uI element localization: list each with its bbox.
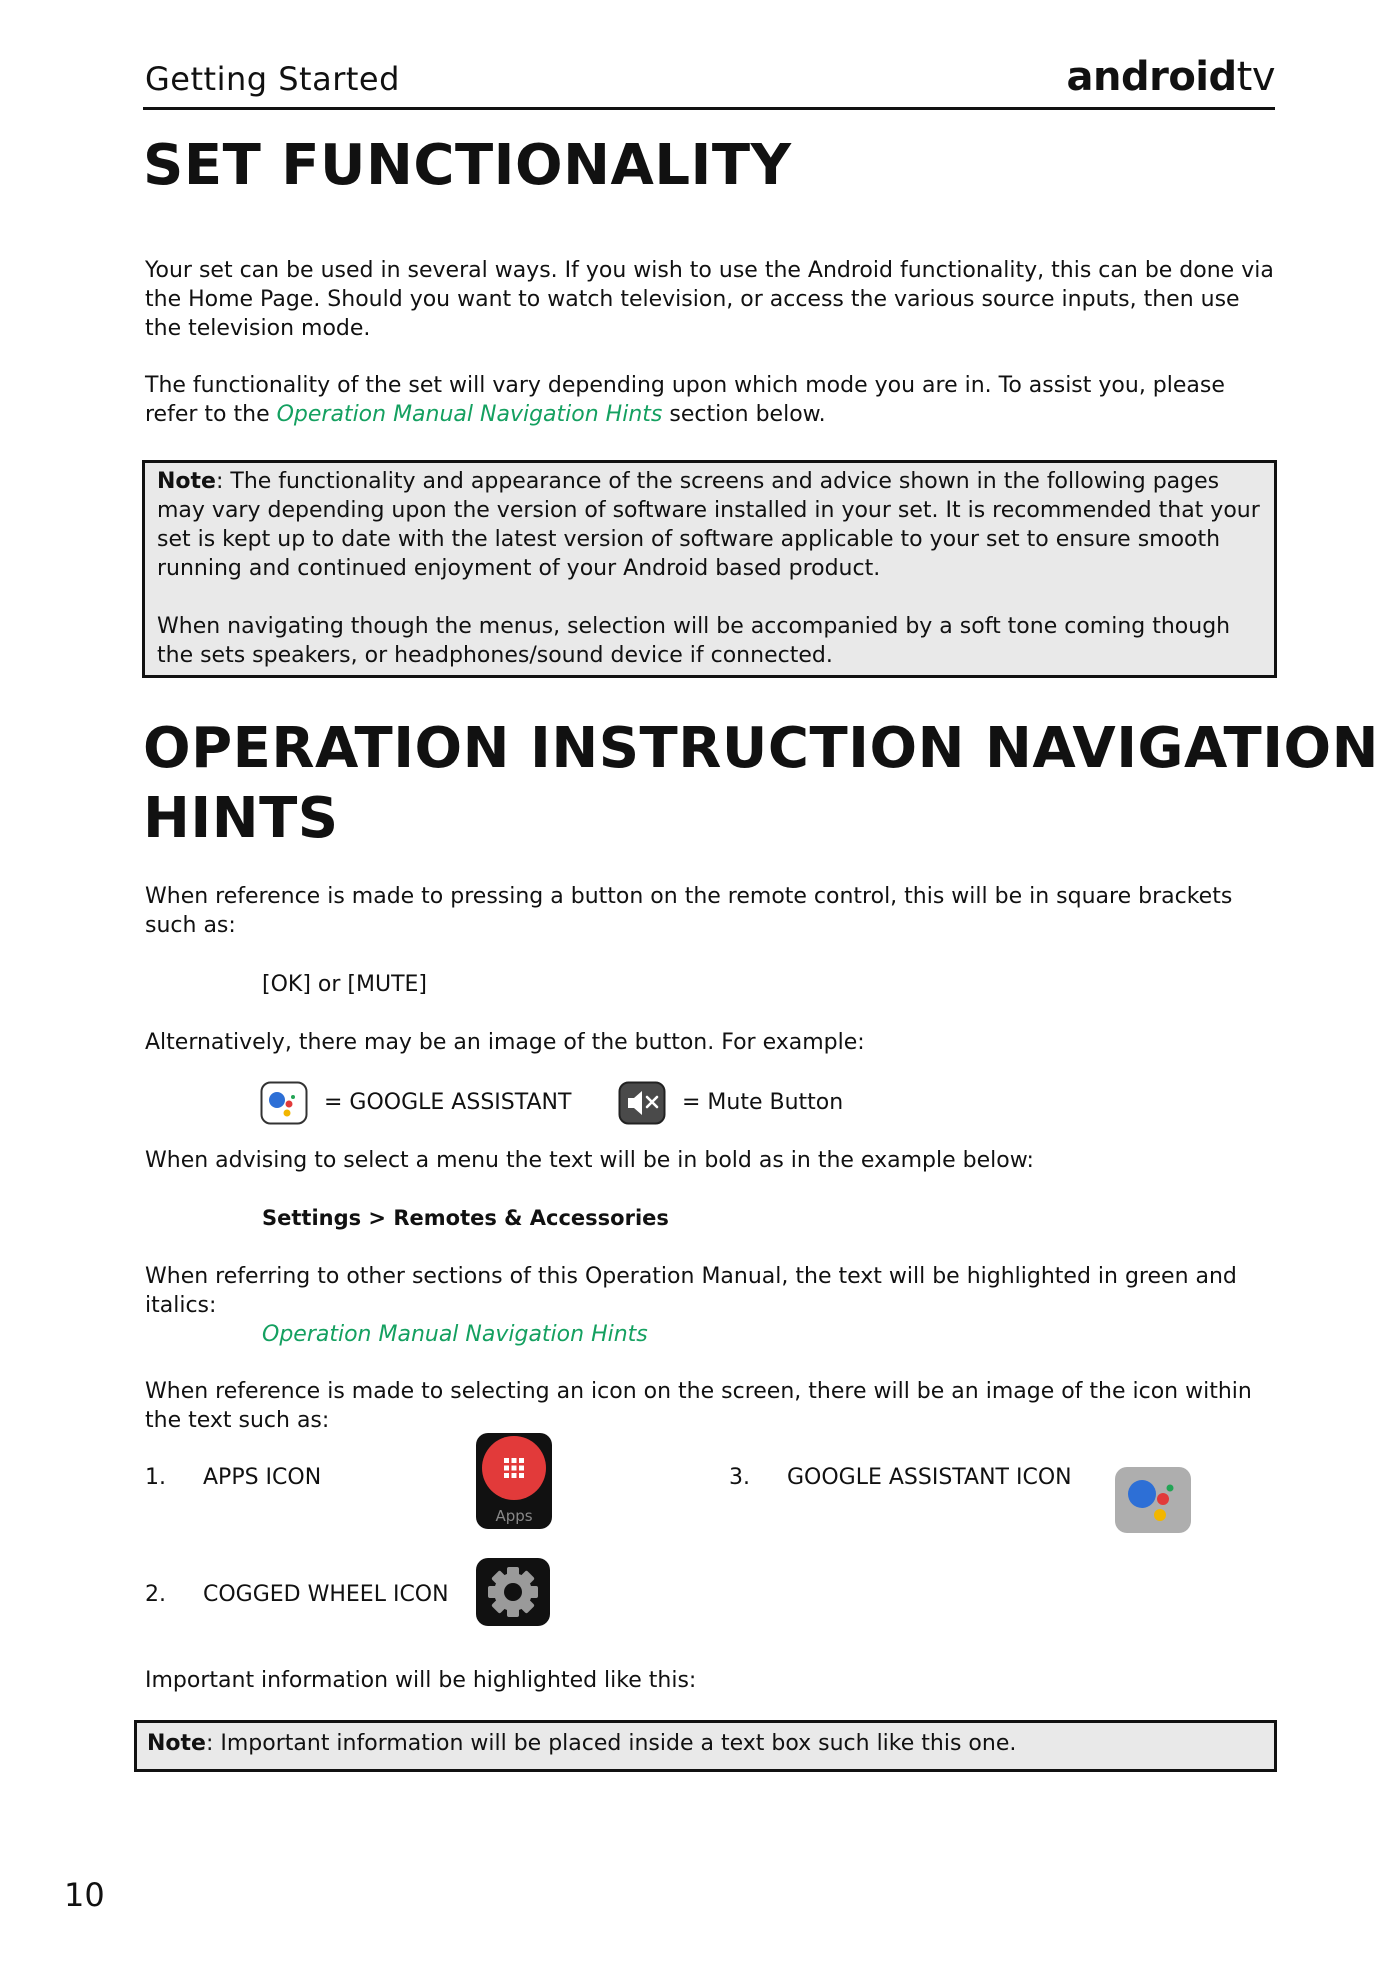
software-note [157,467,1260,583]
navigation-tone-note: When navigating though the menus, selection will be accompanied by a soft tone coming though the sets speakers, or headphones/sound device if connected. [157,614,1231,668]
mode-paragraph-end: section below. [662,402,826,427]
note-label: Note [147,1731,206,1756]
important-note [147,1729,1274,1758]
google-assistant-button-icon [260,1081,308,1125]
google-assistant-icon [1114,1466,1192,1534]
green-italic-example[interactable]: Operation Manual Navigation Hints [262,1322,648,1347]
list-label: GOOGLE ASSISTANT ICON [787,1465,1072,1490]
cogged-wheel-icon [475,1557,551,1627]
list-label: COGGED WHEEL ICON [203,1582,449,1607]
green-text-paragraph: When referring to other sections of this Operation Manual, the text will be highlighted in green and italics: [145,1264,1237,1318]
list-number: 3. [729,1465,750,1490]
navigation-hints-heading-line2: HINTS [143,786,339,851]
note-text: : The functionality and appearance of the screens and advice shown in the following pages may vary depending upon the version of software installed in your set. It is recommended that your set is kept up to date with the latest version of software applicable to your set to ensure smooth running and continued enjoyment of your Android based product. [157,469,1260,581]
set-functionality-heading: SET FUNCTIONALITY [143,133,792,198]
list-number: 2. [145,1582,166,1607]
navigation-hints-heading-line1: OPERATION INSTRUCTION NAVIGATION [143,716,1379,781]
menu-bold-paragraph: When advising to select a menu the text will be in bold as in the example below: [145,1148,1034,1173]
mode-paragraph-start: The functionality of the set will vary depending upon which mode you are in. To assist you, please refer to the [145,373,1225,427]
header-divider [143,107,1275,110]
androidtv-logo [1066,54,1275,100]
menu-path-example: Settings > Remotes & Accessories [262,1206,669,1230]
google-assistant-label: = GOOGLE ASSISTANT [324,1090,572,1115]
icon-reference-paragraph: When reference is made to selecting an icon on the screen, there will be an image of the icon within the text such as: [145,1379,1252,1433]
mode-paragraph [145,371,1280,429]
navigation-hints-heading [143,714,1379,854]
list-label: APPS ICON [203,1465,322,1490]
logo-tv: tv [1236,54,1275,100]
nav-hints-link[interactable]: Operation Manual Navigation Hints [276,402,663,427]
logo-android: android [1066,54,1237,100]
apps-icon-caption: Apps [495,1507,533,1525]
page-number: 10 [64,1876,105,1914]
important-note-box [134,1720,1277,1772]
apps-icon [475,1432,553,1530]
button-bracket-example: [OK] or [MUTE] [262,972,427,997]
icon-list-item-apps [145,1463,321,1492]
header-section-title: Getting Started [145,60,400,98]
button-reference-paragraph: When reference is made to pressing a button on the remote control, this will be in square brackets such as: [145,884,1233,938]
mute-button-icon [618,1081,666,1125]
icon-list-item-cog [145,1580,449,1609]
note-label: Note [157,469,216,494]
intro-paragraph: Your set can be used in several ways. If you wish to use the Android functionality, this can be done via the Home Page. Should you want to watch television, or access the various source inputs, then use the television mode. [145,258,1274,341]
icon-list-item-assistant [729,1463,1072,1492]
mute-button-label: = Mute Button [682,1090,844,1115]
software-note-box [142,460,1277,678]
note-text: : Important information will be placed inside a text box such like this one. [205,1731,1017,1756]
list-number: 1. [145,1465,166,1490]
button-image-paragraph: Alternatively, there may be an image of the button. For example: [145,1030,865,1055]
important-info-paragraph: Important information will be highlighted like this: [145,1668,697,1693]
